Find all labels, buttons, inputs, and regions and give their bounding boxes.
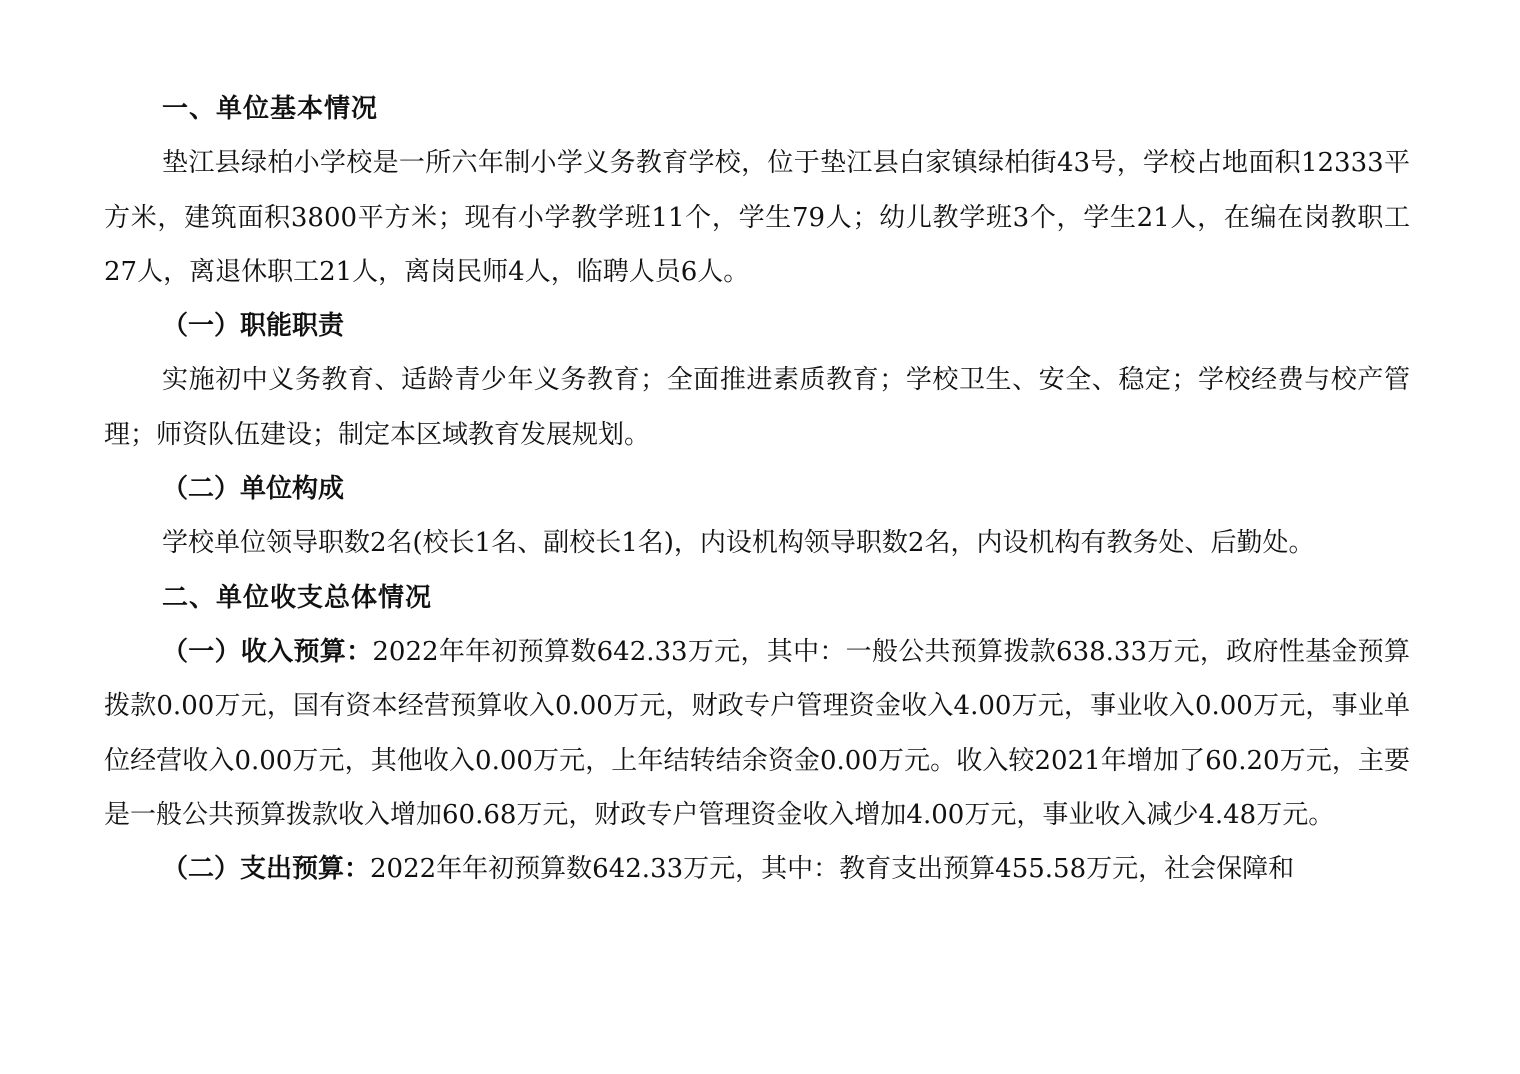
income-budget-paragraph <box>104 625 1410 842</box>
expense-budget-text: 2022年年初预算数642.33万元，其中：教育支出预算455.58万元，社会保障和 <box>370 854 1295 885</box>
document-page <box>104 82 1410 896</box>
duties-heading: （一）职能职责 <box>162 311 345 342</box>
duties-paragraph: 实施初中义务教育、适龄青少年义务教育；全面推进素质教育；学校卫生、安全、稳定；学校经费与校产管理；师资队伍建设；制定本区域教育发展规划。 <box>104 365 1410 450</box>
income-budget-lead: （一）收入预算： <box>162 636 373 667</box>
section-2-heading: 二、单位收支总体情况 <box>162 582 433 613</box>
composition-paragraph: 学校单位领导职数2名(校长1名、副校长1名)，内设机构领导职数2名，内设机构有教务处、后勤处。 <box>162 528 1315 559</box>
unit-intro-paragraph: 垫江县绿柏小学校是一所六年制小学义务教育学校，位于垫江县白家镇绿柏街43号，学校占地面积12333平方米，建筑面积3800平方米；现有小学教学班11个，学生79人；幼儿教学班3个，学生21人，在编在岗教职工27人，离退休职工21人，离岗民师4人，临聘人员6人。 <box>104 148 1410 287</box>
income-budget-text: 2022年年初预算数642.33万元，其中：一般公共预算拨款638.33万元，政府性基金预算拨款0.00万元，国有资本经营预算收入0.00万元，财政专户管理资金收入4.00万元，事业收入0.00万元，事业单位经营收入0.00万元，其他收入0.00万元，上年结转结余资金0.00万元。收入较2021年增加了60.20万元，主要是一般公共预算拨款收入增加60.68万元，财政专户管理资金收入增加4.00万元，事业收入减少4.48万元。 <box>104 636 1410 830</box>
expense-budget-lead: （二）支出预算： <box>162 854 371 885</box>
section-1-heading: 一、单位基本情况 <box>162 94 379 124</box>
expense-budget-paragraph <box>104 842 1410 896</box>
composition-heading: （二）单位构成 <box>162 474 345 505</box>
